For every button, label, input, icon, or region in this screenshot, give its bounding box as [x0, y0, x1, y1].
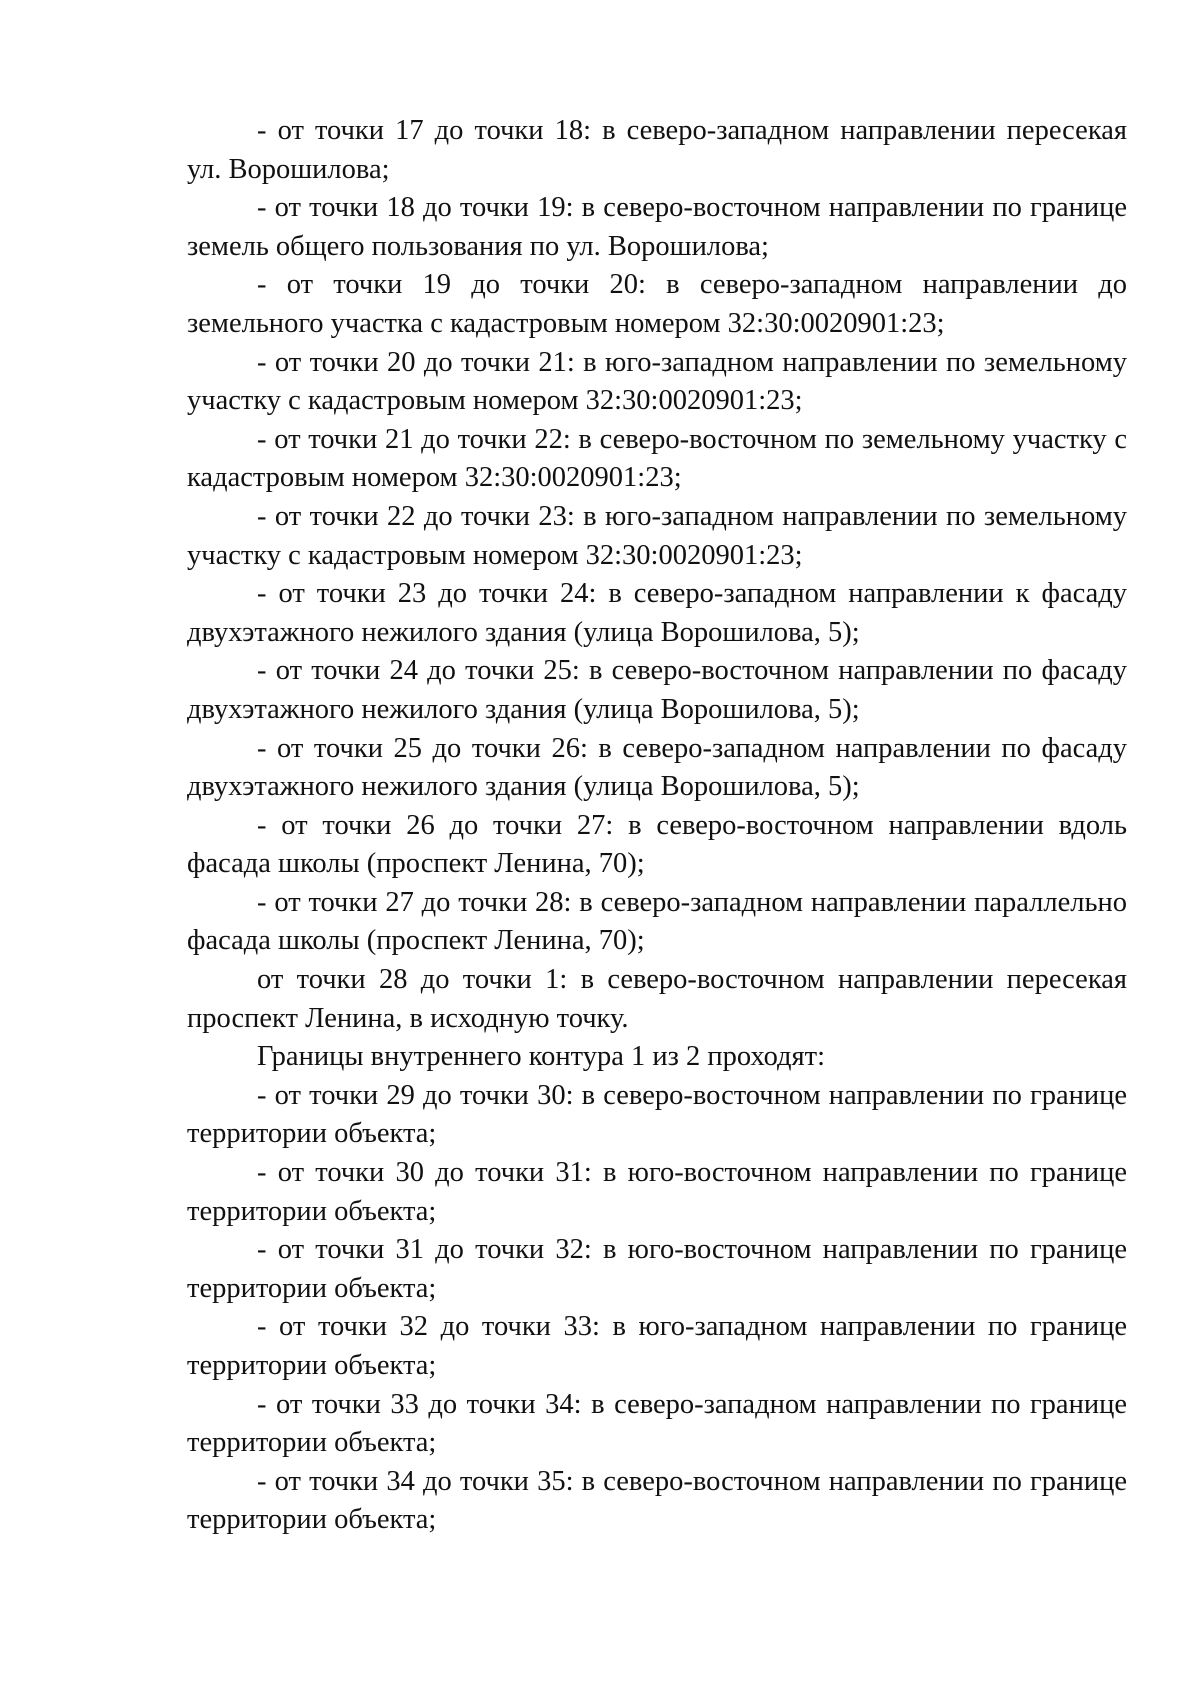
boundary-paragraph: - от точки 20 до точки 21: в юго-западном направлении по земельному участку с кадастровым номером 32:30:0020901:23; — [187, 346, 1127, 417]
boundary-paragraph: - от точки 17 до точки 18: в северо-западном направлении пересекая ул. Ворошилова; — [187, 115, 1127, 185]
boundary-paragraph: - от точки 33 до точки 34: в северо-западном направлении по границе территории объекта; — [187, 1388, 1127, 1459]
boundary-paragraph: - от точки 18 до точки 19: в северо-восточном направлении по границе земель общего пользования по ул. Ворошилова; — [187, 192, 1127, 262]
boundary-paragraph: - от точки 32 до точки 33: в юго-западном направлении по границе территории объекта; — [187, 1311, 1127, 1381]
boundary-paragraph: от точки 28 до точки 1: в северо-восточном направлении пересекая проспект Ленина, в исходную точку. — [187, 964, 1127, 1034]
boundary-paragraph: - от точки 29 до точки 30: в северо-восточном направлении по границе территории объекта; — [187, 1079, 1127, 1150]
section-heading-paragraph: Границы внутреннего контура 1 из 2 проходят: — [257, 1041, 826, 1073]
boundary-paragraph: - от точки 31 до точки 32: в юго-восточном направлении по границе территории объекта; — [187, 1234, 1127, 1304]
boundary-paragraph: - от точки 22 до точки 23: в юго-западном направлении по земельному участку с кадастровым номером 32:30:0020901:23; — [187, 500, 1127, 571]
boundary-paragraph: - от точки 25 до точки 26: в северо-западном направлении по фасаду двухэтажного нежилого здания (улица Ворошилова, 5); — [187, 732, 1127, 803]
document-page — [187, 112, 1127, 1540]
boundary-paragraph: - от точки 34 до точки 35: в северо-восточном направлении по границе территории объекта; — [187, 1465, 1127, 1536]
boundary-paragraph: - от точки 23 до точки 24: в северо-западном направлении к фасаду двухэтажного нежилого здания (улица Ворошилова, 5); — [187, 578, 1127, 648]
boundary-paragraph: - от точки 26 до точки 27: в северо-восточном направлении вдоль фасада школы (проспект Ленина, 70); — [187, 809, 1127, 880]
boundary-paragraph: - от точки 24 до точки 25: в северо-восточном направлении по фасаду двухэтажного нежилого здания (улица Ворошилова, 5); — [187, 655, 1127, 725]
boundary-paragraph: - от точки 19 до точки 20: в северо-западном направлении до земельного участка с кадастровым номером 32:30:0020901:23; — [187, 269, 1127, 339]
boundary-paragraph: - от точки 21 до точки 22: в северо-восточном по земельному участку с кадастровым номером 32:30:0020901:23; — [187, 423, 1127, 494]
boundary-paragraph: - от точки 30 до точки 31: в юго-восточном направлении по границе территории объекта; — [187, 1157, 1127, 1227]
boundary-paragraph: - от точки 27 до точки 28: в северо-западном направлении параллельно фасада школы (проспект Ленина, 70); — [187, 886, 1127, 957]
